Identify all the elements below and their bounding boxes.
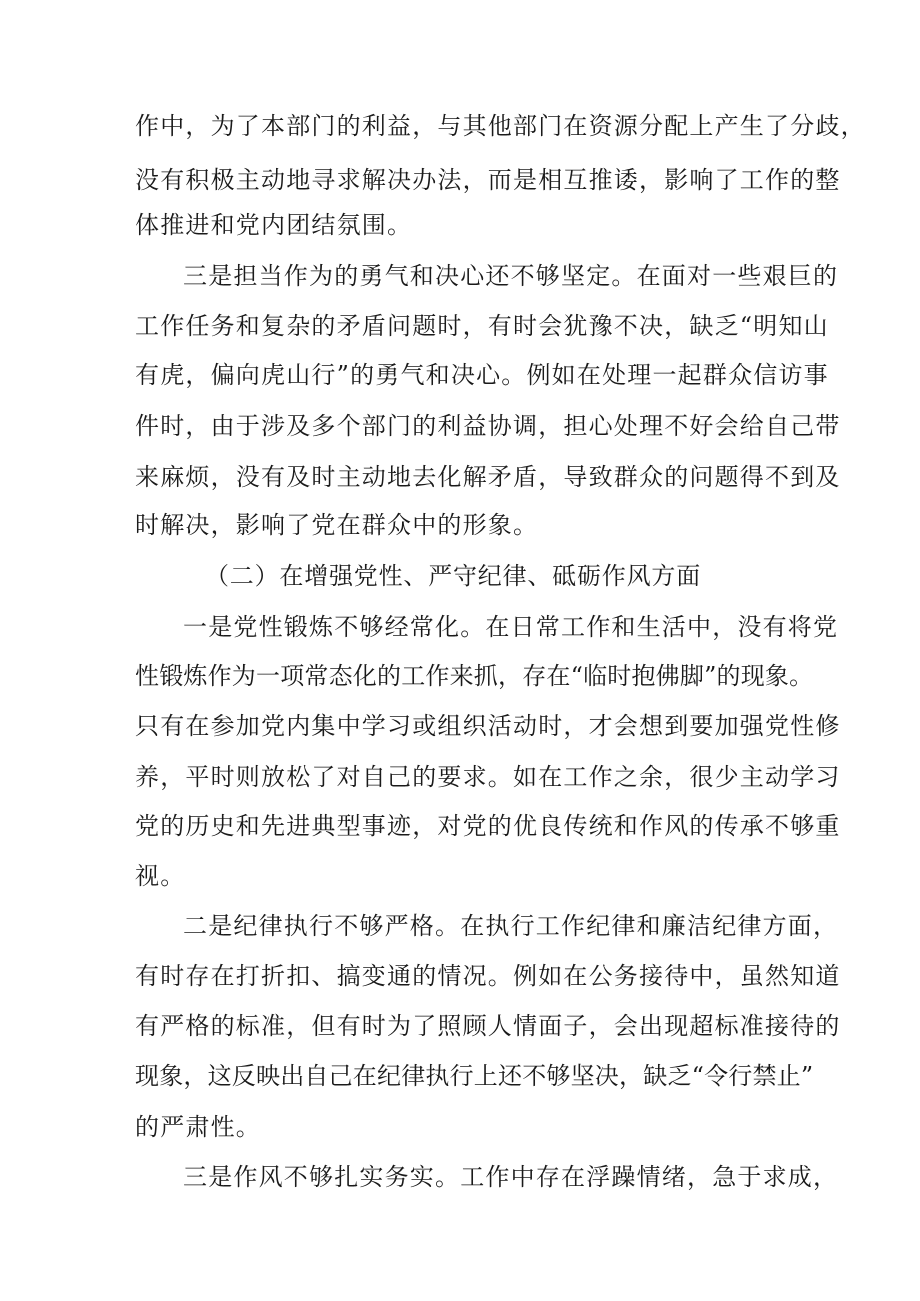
text-line: 有严格的标准，但有时为了照顾人情面子，会出现超标准接待的 xyxy=(135,1012,841,1040)
text-line: 时解决，影响了党在群众中的形象。 xyxy=(135,511,539,539)
paragraph-start-line: 三是担当作为的勇气和决心还不够坚定。在面对一些艰巨的 xyxy=(183,262,839,290)
text-line: 体推进和党内团结氛围。 xyxy=(135,211,413,239)
text-line: 来麻烦，没有及时主动地去化解矛盾，导致群众的问题得不到及 xyxy=(135,463,841,491)
text-line: 没有积极主动地寻求解决办法，而是相互推诿，影响了工作的整 xyxy=(135,166,841,194)
text-line: 有虎，偏向虎山行”的勇气和决心。例如在处理一起群众信访事 xyxy=(135,361,829,389)
text-line: 有时存在打折扣、搞变通的情况。例如在公务接待中，虽然知道 xyxy=(135,962,841,990)
text-line: 件时，由于涉及多个部门的利益协调，担心处理不好会给自己带 xyxy=(135,412,841,440)
text-line: 现象，这反映出自己在纪律执行上还不够坚决，缺乏“令行禁止” xyxy=(135,1062,814,1090)
text-line: 的严肃性。 xyxy=(135,1113,261,1141)
text-line: 党的历史和先进典型事迹，对党的优良传统和作风的传承不够重 xyxy=(135,812,841,840)
text-line: 只有在参加党内集中学习或组织活动时，才会想到要加强党性修 xyxy=(135,712,841,740)
paragraph-start-line: 二是纪律执行不够严格。在执行工作纪律和廉洁纪律方面， xyxy=(183,912,839,940)
text-line: 养，平时则放松了对自己的要求。如在工作之余，很少主动学习 xyxy=(135,763,841,791)
text-line: 视。 xyxy=(135,862,186,890)
paragraph-start-line: 一是党性锻炼不够经常化。在日常工作和生活中，没有将党 xyxy=(183,613,839,641)
text-line: 工作任务和复杂的矛盾问题时，有时会犹豫不决，缺乏“明知山 xyxy=(135,312,829,340)
paragraph-start-line: 三是作风不够扎实务实。工作中存在浮躁情绪，急于求成， xyxy=(183,1163,839,1191)
section-heading: （二）在增强党性、严守纪律、砥砺作风方面 xyxy=(205,562,701,590)
text-line: 性锻炼作为一项常态化的工作来抓，存在“临时抱佛脚”的现象。 xyxy=(135,662,814,690)
text-line: 作中，为了本部门的利益，与其他部门在资源分配上产生了分歧， xyxy=(135,112,866,140)
